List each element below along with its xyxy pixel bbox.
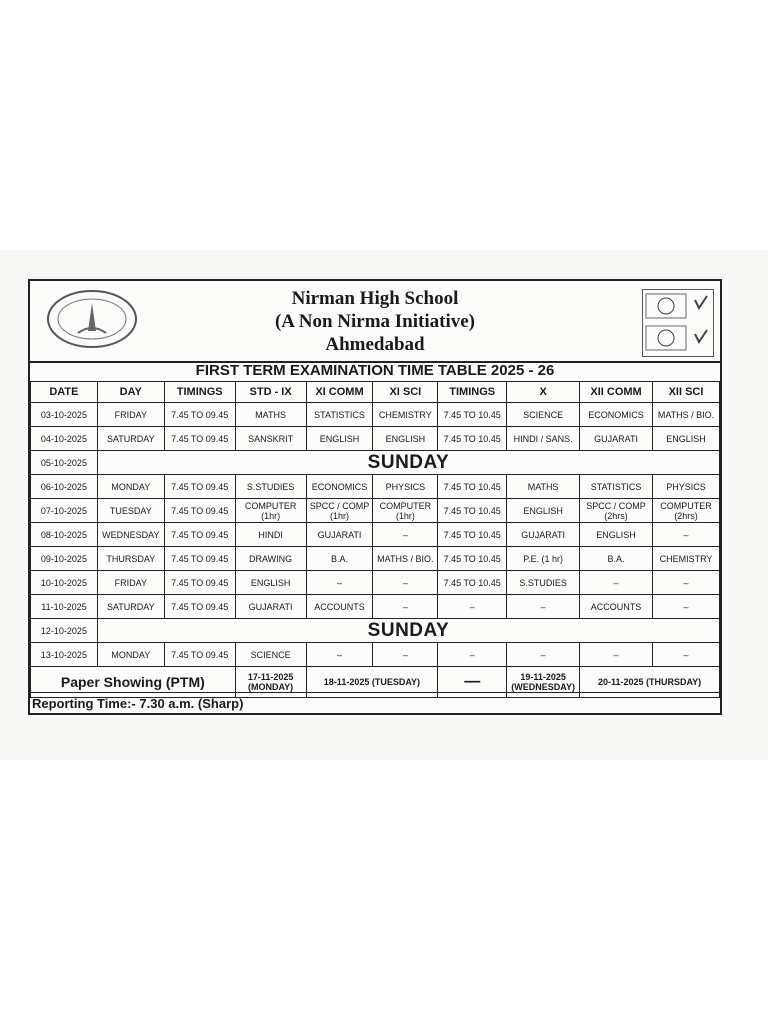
cell-x: GUJARATI — [507, 523, 580, 547]
cell-x: S.STUDIES — [507, 571, 580, 595]
cell-timings: 7.45 TO 09.45 — [164, 595, 235, 619]
cell-xi-sci: CHEMISTRY — [373, 403, 438, 427]
school-name: Nirman High School — [291, 288, 459, 309]
cell-xi-sci: – — [373, 523, 438, 547]
cell-day: WEDNESDAY — [97, 523, 164, 547]
cell-date: 07-10-2025 — [31, 499, 98, 523]
cell-xi-comm: B.A. — [306, 547, 373, 571]
cell-xii-sci: – — [653, 643, 720, 667]
cell-std-ix: MATHS — [235, 403, 306, 427]
table-row — [31, 571, 720, 595]
school-subtitle: (A Non Nirma Initiative) — [274, 311, 475, 332]
cell-std-ix: DRAWING — [235, 547, 306, 571]
cell-day: THURSDAY — [97, 547, 164, 571]
cell-std-ix: S.STUDIES — [235, 475, 306, 499]
reporting-time: Reporting Time:- 7.30 a.m. (Sharp) — [32, 696, 244, 711]
cell-timings-2: – — [438, 595, 507, 619]
cell-xi-comm: ECONOMICS — [306, 475, 373, 499]
table-row — [31, 499, 720, 523]
timetable — [30, 381, 720, 698]
ptm-date-xi: 18-11-2025 (TUESDAY) — [306, 667, 438, 698]
cell-std-ix: GUJARATI — [235, 595, 306, 619]
header-timings: TIMINGS — [164, 382, 235, 403]
table-row — [31, 403, 720, 427]
cell-xii-comm: – — [580, 571, 653, 595]
cell-xii-sci: – — [653, 595, 720, 619]
cell-xi-comm: – — [306, 571, 373, 595]
header-row — [31, 382, 720, 403]
header-xii-sci: XII SCI — [653, 382, 720, 403]
cell-xii-comm: ENGLISH — [580, 523, 653, 547]
cell-day: MONDAY — [97, 643, 164, 667]
timetable-sheet — [28, 279, 722, 715]
ptm-date-std-ix: 17-11-2025 (MONDAY) — [235, 667, 306, 698]
cell-xii-sci: CHEMISTRY — [653, 547, 720, 571]
table-row — [31, 475, 720, 499]
cell-timings: 7.45 TO 09.45 — [164, 523, 235, 547]
table-row — [31, 595, 720, 619]
cell-xi-sci: MATHS / BIO. — [373, 547, 438, 571]
cell-xii-comm: ACCOUNTS — [580, 595, 653, 619]
cell-xii-comm: STATISTICS — [580, 475, 653, 499]
cell-xi-sci: ENGLISH — [373, 427, 438, 451]
cell-xii-sci: COMPUTER (2hrs) — [653, 499, 720, 523]
cell-date: 05-10-2025 — [31, 451, 98, 475]
header-std-ix: STD - IX — [235, 382, 306, 403]
holiday-label: SUNDAY — [97, 451, 719, 475]
certification-logo-icon — [642, 289, 714, 357]
cell-timings-2: 7.45 TO 10.45 — [438, 547, 507, 571]
header-x: X — [507, 382, 580, 403]
cell-timings-2: 7.45 TO 10.45 — [438, 475, 507, 499]
ptm-date-x: 19-11-2025 (WEDNESDAY) — [507, 667, 580, 698]
school-header — [30, 281, 720, 363]
cell-xii-sci: ENGLISH — [653, 427, 720, 451]
cell-xi-comm: GUJARATI — [306, 523, 373, 547]
cell-x: SCIENCE — [507, 403, 580, 427]
cell-timings: 7.45 TO 09.45 — [164, 427, 235, 451]
cell-date: 03-10-2025 — [31, 403, 98, 427]
cell-x: – — [507, 595, 580, 619]
cell-timings-2: 7.45 TO 10.45 — [438, 571, 507, 595]
ptm-date-xii: 20-11-2025 (THURSDAY) — [580, 667, 720, 698]
cell-xii-sci: – — [653, 523, 720, 547]
cell-std-ix: COMPUTER (1hr) — [235, 499, 306, 523]
cell-xii-sci: MATHS / BIO. — [653, 403, 720, 427]
cell-x: HINDI / SANS. — [507, 427, 580, 451]
cell-x: – — [507, 643, 580, 667]
holiday-row — [31, 451, 720, 475]
cell-xi-comm: – — [306, 643, 373, 667]
school-city: Ahmedabad — [325, 334, 425, 355]
cell-date: 08-10-2025 — [31, 523, 98, 547]
cell-day: FRIDAY — [97, 571, 164, 595]
cell-date: 11-10-2025 — [31, 595, 98, 619]
cell-day: TUESDAY — [97, 499, 164, 523]
header-xi-sci: XI SCI — [373, 382, 438, 403]
holiday-label: SUNDAY — [97, 619, 719, 643]
cell-xii-comm: GUJARATI — [580, 427, 653, 451]
cell-xii-sci: – — [653, 571, 720, 595]
cell-date: 10-10-2025 — [31, 571, 98, 595]
cell-x: ENGLISH — [507, 499, 580, 523]
cell-day: MONDAY — [97, 475, 164, 499]
cell-timings: 7.45 TO 09.45 — [164, 571, 235, 595]
cell-date: 06-10-2025 — [31, 475, 98, 499]
cell-timings: 7.45 TO 09.45 — [164, 475, 235, 499]
cell-timings-2: – — [438, 643, 507, 667]
cell-xii-sci: PHYSICS — [653, 475, 720, 499]
cell-x: P.E. (1 hr) — [507, 547, 580, 571]
cell-timings: 7.45 TO 09.45 — [164, 403, 235, 427]
header-xii-comm: XII COMM — [580, 382, 653, 403]
cell-xi-sci: PHYSICS — [373, 475, 438, 499]
cell-date: 13-10-2025 — [31, 643, 98, 667]
ptm-label: Paper Showing (PTM) — [31, 667, 236, 698]
table-row — [31, 547, 720, 571]
cell-timings-2: 7.45 TO 10.45 — [438, 523, 507, 547]
cell-day: FRIDAY — [97, 403, 164, 427]
cell-xi-sci: – — [373, 643, 438, 667]
holiday-row — [31, 619, 720, 643]
cell-timings-2: 7.45 TO 10.45 — [438, 499, 507, 523]
table-row — [31, 643, 720, 667]
cell-x: MATHS — [507, 475, 580, 499]
cell-std-ix: SCIENCE — [235, 643, 306, 667]
cell-xii-comm: – — [580, 643, 653, 667]
cell-xi-sci: – — [373, 595, 438, 619]
cell-timings-2: 7.45 TO 10.45 — [438, 427, 507, 451]
timetable-title: FIRST TERM EXAMINATION TIME TABLE 2025 - 26 — [30, 361, 720, 382]
cell-xi-sci: COMPUTER (1hr) — [373, 499, 438, 523]
cell-xii-comm: B.A. — [580, 547, 653, 571]
table-row — [31, 523, 720, 547]
header-xi-comm: XI COMM — [306, 382, 373, 403]
cell-day: SATURDAY — [97, 427, 164, 451]
cell-xi-comm: STATISTICS — [306, 403, 373, 427]
cell-date: 09-10-2025 — [31, 547, 98, 571]
cell-std-ix: ENGLISH — [235, 571, 306, 595]
header-day: DAY — [97, 382, 164, 403]
cell-xii-comm: ECONOMICS — [580, 403, 653, 427]
cell-date: 12-10-2025 — [31, 619, 98, 643]
cell-timings-2: 7.45 TO 10.45 — [438, 403, 507, 427]
cell-xi-sci: – — [373, 571, 438, 595]
cell-xi-comm: SPCC / COMP (1hr) — [306, 499, 373, 523]
cell-date: 04-10-2025 — [31, 427, 98, 451]
cell-std-ix: HINDI — [235, 523, 306, 547]
cell-timings: 7.45 TO 09.45 — [164, 643, 235, 667]
cell-timings: 7.45 TO 09.45 — [164, 547, 235, 571]
cell-std-ix: SANSKRIT — [235, 427, 306, 451]
table-row — [31, 427, 720, 451]
cell-xii-comm: SPCC / COMP (2hrs) — [580, 499, 653, 523]
cell-xi-comm: ACCOUNTS — [306, 595, 373, 619]
header-timings-2: TIMINGS — [438, 382, 507, 403]
ptm-dash: — — [438, 667, 507, 698]
cell-xi-comm: ENGLISH — [306, 427, 373, 451]
cell-timings: 7.45 TO 09.45 — [164, 499, 235, 523]
cell-day: SATURDAY — [97, 595, 164, 619]
header-date: DATE — [31, 382, 98, 403]
school-logo-icon — [44, 287, 140, 351]
